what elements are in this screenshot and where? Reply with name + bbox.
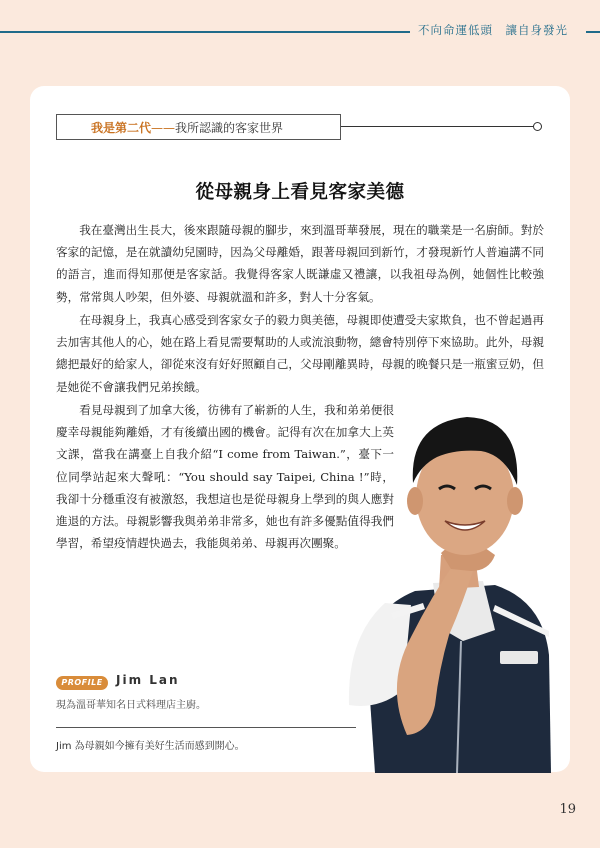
photo-caption: Jim 為母親如今擁有美好生活而感到開心。 xyxy=(56,741,245,752)
caption-divider xyxy=(56,727,356,728)
section-tag-separator: —— xyxy=(151,121,176,135)
section-tag xyxy=(56,114,341,140)
section-tag-dot-icon xyxy=(533,122,542,131)
header-rule xyxy=(0,31,410,33)
article-paragraph-3: 看見母親到了加拿大後，彷彿有了嶄新的人生，我和弟弟便很慶幸母親能夠離婚，才有後續出國的機會。記得有次在加拿大上英文課，當我在講臺上自我介紹“I come from Taiwan.”，臺下一位同學站起來大聲吼：“You should say Taipei, China !”時，我卻十分穩重沒有被激怒，我想這也是從母親身上學到的與人應對進退的方法。母親影響我與弟弟非常多，她也有許多優點值得我們學習，希望疫情趕快過去，我能與弟弟、母親再次團聚。 xyxy=(56,403,394,551)
article-title: 從母親身上看見客家美德 xyxy=(195,182,405,203)
section-tag-part2: 我所認識的客家世界 xyxy=(175,121,284,135)
article-paragraph-2: 在母親身上，我真心感受到客家女子的毅力與美德，母親即使遭受夫家欺負，也不曾起過再去加害其他人的心，她在路上看見需要幫助的人或流浪動物，總會特別停下來協助。此外，母親總把最好的給家人，卻從來沒有好好照顧自己，父母剛離異時，母親的晚餐只是一瓶蜜豆奶，但是她從不會讓我們兄弟挨餓。 xyxy=(56,313,544,394)
header-rule-end xyxy=(586,31,600,33)
section-tag-line xyxy=(341,126,535,127)
section-tag-part1: 我是第二代 xyxy=(91,121,152,135)
profile-description: 現為溫哥華知名日式料理店主廚。 xyxy=(56,700,206,711)
profile-name: Jim Lan xyxy=(116,673,180,687)
article-paragraph-1: 我在臺灣出生長大，後來跟隨母親的腳步，來到溫哥華發展，現在的職業是一名廚師。對於客家的記憶，是在就讀幼兒園時，因為父母離婚，跟著母親回到新竹，才發現新竹人普遍講不同的語言，進而得知那便是客家話。我覺得客家人既謙虛又禮讓，以我祖母為例，她個性比較強勢，常常與人吵架，但外婆、母親就溫和許多，對人十分客氣。 xyxy=(56,223,544,304)
header-slogan: 不向命運低頭 讓自身發光 xyxy=(418,23,568,37)
portrait-photo xyxy=(345,405,555,773)
page-number: 19 xyxy=(559,802,576,817)
profile-badge: PROFILE xyxy=(56,676,108,690)
